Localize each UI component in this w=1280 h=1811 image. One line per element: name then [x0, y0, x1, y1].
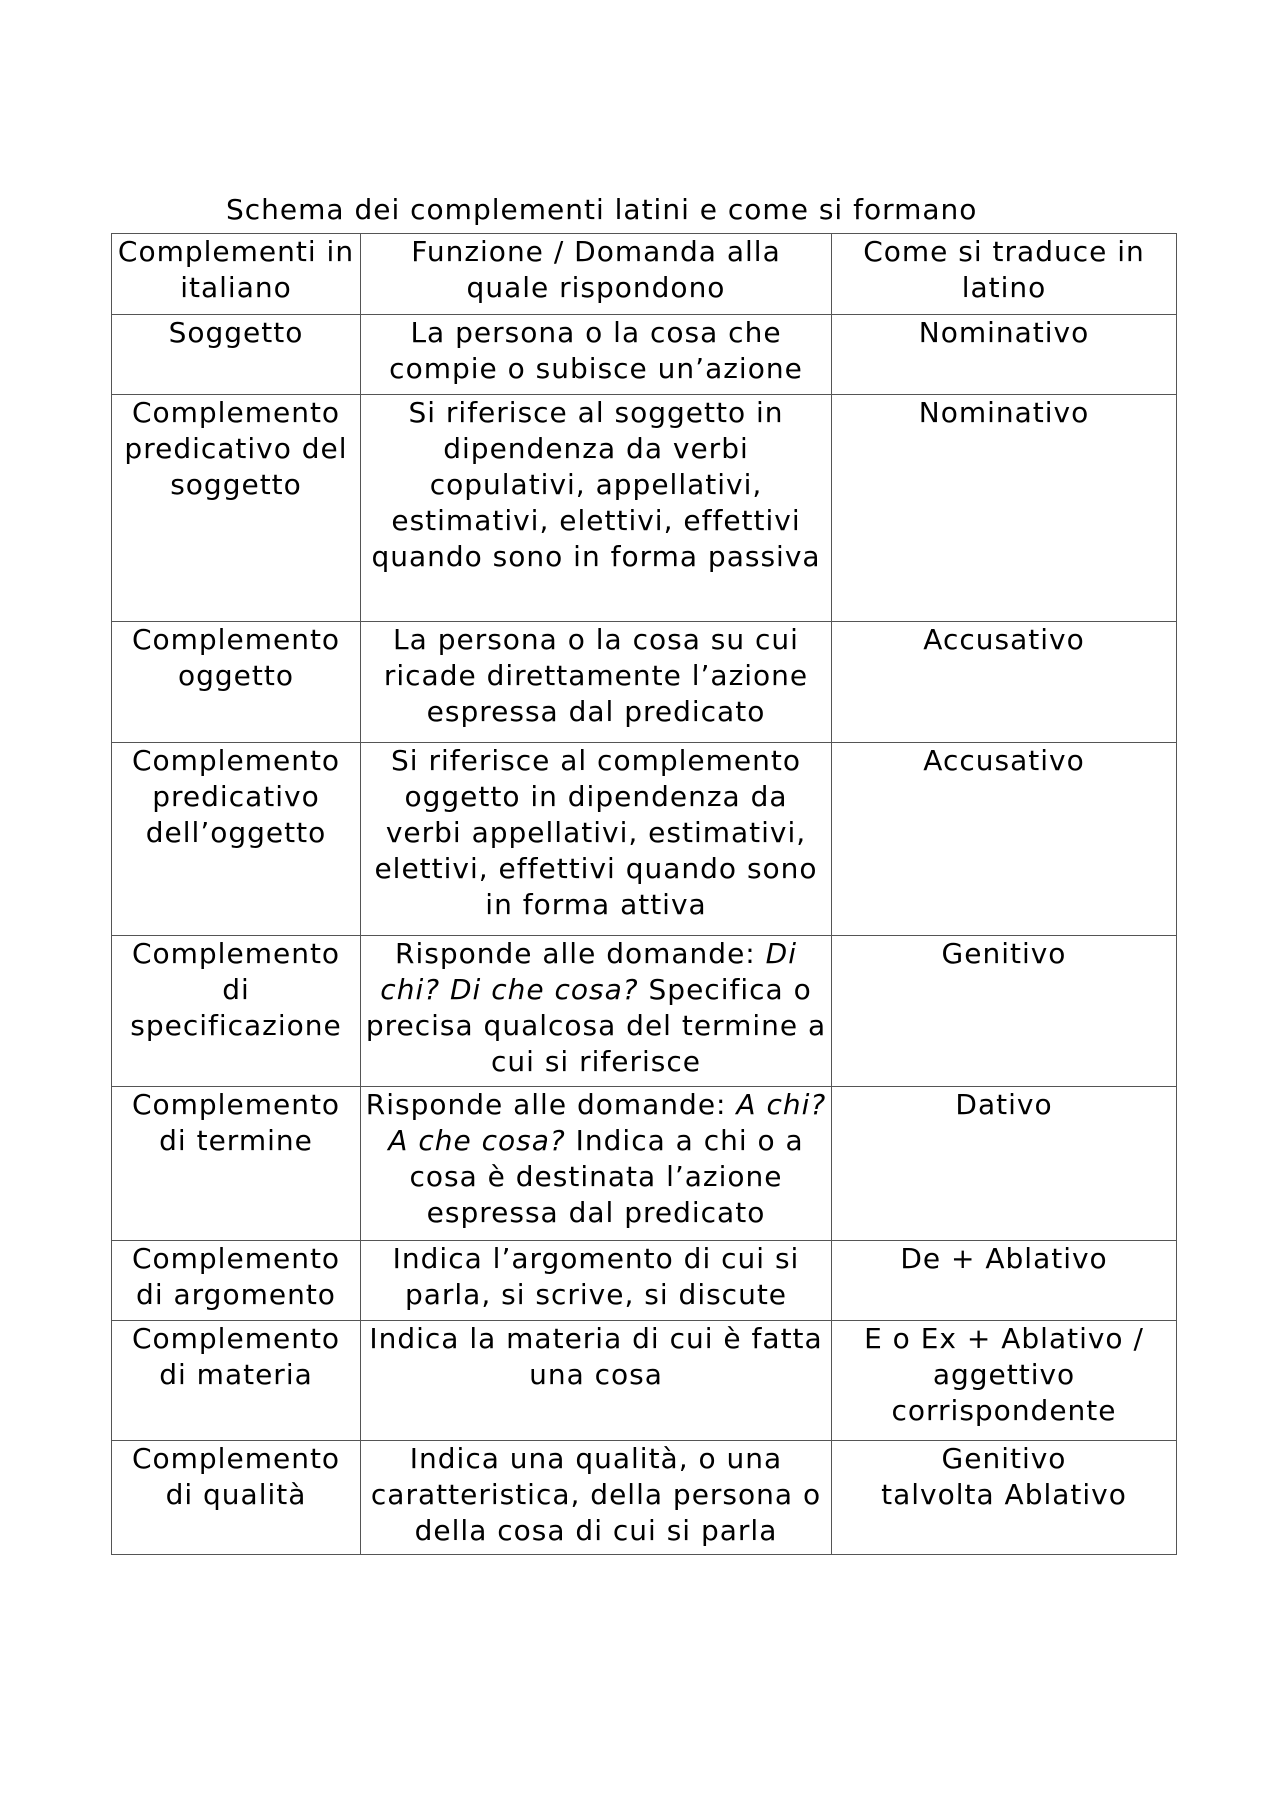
- cell-latino: Genitivo: [832, 936, 1177, 1087]
- latino-line: talvolta Ablativo: [881, 1478, 1127, 1511]
- cell-funzione: Indica una qualità, o una caratteristica, della persona o della cosa di cui si parla: [361, 1441, 832, 1555]
- cell-complemento: Complemento predicativo dell’oggetto: [112, 743, 361, 936]
- cell-latino: E o Ex + Ablativo / aggettivo corrispondente: [832, 1321, 1177, 1441]
- table-header-row: [112, 234, 1177, 315]
- cell-latino: [832, 1441, 1177, 1555]
- cell-latino: Nominativo: [832, 395, 1177, 622]
- table-row: [112, 1241, 1177, 1321]
- cell-latino: Accusativo: [832, 622, 1177, 743]
- funzione-text: Indica a chi o a cosa è destinata l’azione espressa dal predicato: [409, 1124, 804, 1229]
- cell-complemento: Soggetto: [112, 315, 361, 395]
- table-row: [112, 315, 1177, 395]
- document-title: Schema dei complementi latini e come si formano: [226, 193, 978, 226]
- cell-complemento: Complemento di argomento: [112, 1241, 361, 1321]
- funzione-question: Di chi? Di che cosa?: [380, 937, 797, 1006]
- table-row: [112, 1441, 1177, 1555]
- cell-latino: Nominativo: [832, 315, 1177, 395]
- cell-funzione: Si riferisce al complemento oggetto in dipendenza da verbi appellativi, estimativi, elettivi, effettivi quando sono in forma attiva: [361, 743, 832, 936]
- cell-funzione: Indica la materia di cui è fatta una cosa: [361, 1321, 832, 1441]
- header-funzione: Funzione / Domanda alla quale rispondono: [361, 234, 832, 315]
- cell-funzione: Si riferisce al soggetto in dipendenza da verbi copulativi, appellativi, estimativi, elettivi, effettivi quando sono in forma passiva: [361, 395, 832, 622]
- cell-funzione: [361, 936, 832, 1087]
- cell-funzione: La persona o la cosa su cui ricade direttamente l’azione espressa dal predicato: [361, 622, 832, 743]
- cell-complemento: Complemento di materia: [112, 1321, 361, 1441]
- cell-complemento: Complemento oggetto: [112, 622, 361, 743]
- funzione-question: A chi? A che cosa?: [388, 1088, 827, 1157]
- cell-complemento: Complemento di termine: [112, 1087, 361, 1241]
- cell-complemento: Complemento di specificazione: [112, 936, 361, 1087]
- cell-complemento: Complemento di qualità: [112, 1441, 361, 1555]
- header-latino: Come si traduce in latino: [832, 234, 1177, 315]
- cell-latino: Accusativo: [832, 743, 1177, 936]
- cell-funzione: Indica l’argomento di cui si parla, si scrive, si discute: [361, 1241, 832, 1321]
- table-row: [112, 1087, 1177, 1241]
- funzione-text: Risponde alle domande:: [365, 1088, 737, 1121]
- funzione-text: Risponde alle domande:: [395, 937, 766, 970]
- table-row: [112, 395, 1177, 622]
- header-complementi: Complementi in italiano: [112, 234, 361, 315]
- cell-funzione: La persona o la cosa che compie o subisce un’azione: [361, 315, 832, 395]
- table-row: [112, 936, 1177, 1087]
- latino-line: Genitivo: [941, 1442, 1067, 1475]
- table-row: [112, 622, 1177, 743]
- cell-latino: Dativo: [832, 1087, 1177, 1241]
- table-row: [112, 1321, 1177, 1441]
- complementi-table: [111, 233, 1177, 1555]
- cell-latino: De + Ablativo: [832, 1241, 1177, 1321]
- funzione-text: Specifica o precisa qualcosa del termine a cui si riferisce: [365, 973, 827, 1078]
- cell-funzione: [361, 1087, 832, 1241]
- table-row: [112, 743, 1177, 936]
- cell-complemento: Complemento predicativo del soggetto: [112, 395, 361, 622]
